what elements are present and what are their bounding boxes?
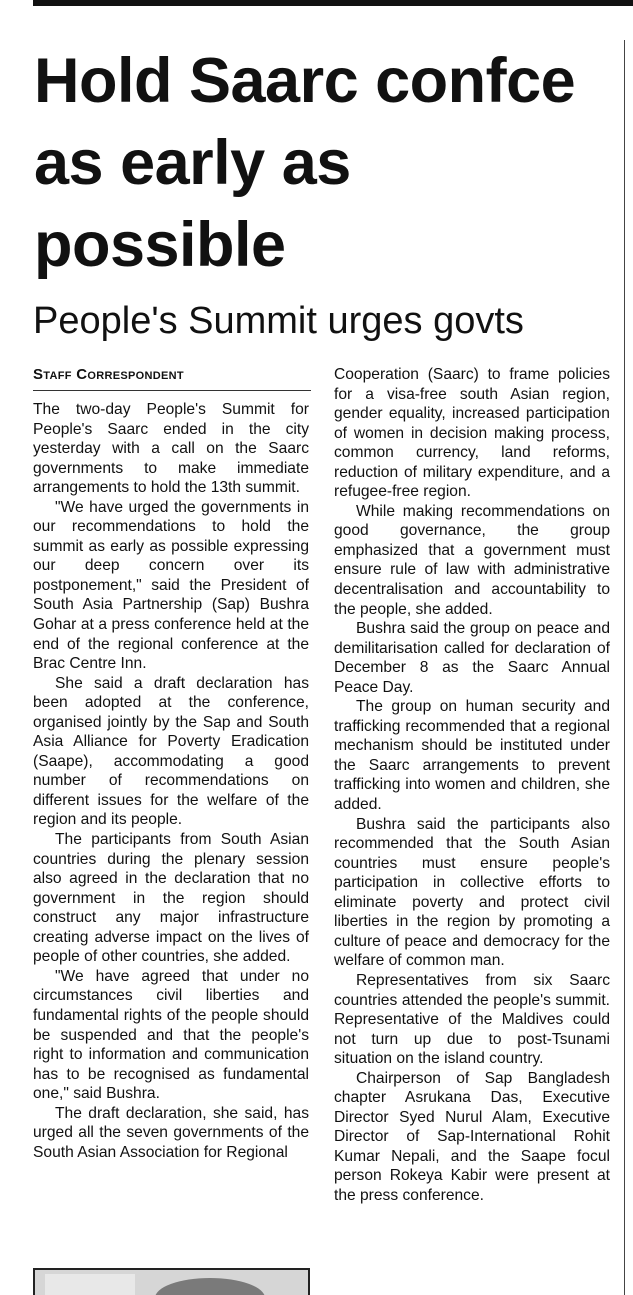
column-divider-right xyxy=(624,40,625,1295)
paragraph: Representatives from six Saarc countries attended the people's summit. Representative of the Maldives could not turn up due to post-Tsunami situation on the island country. xyxy=(334,971,610,1068)
headline: Hold Saarc confce as early as possible xyxy=(34,46,576,280)
photo-figure xyxy=(155,1278,265,1295)
paragraph: "We have urged the governments in our recommendations to hold the summit as early as possible expressing our deep concern over its postponement," said the President of South Asia Partnership (Sap) Bushra Gohar at a press conference held at the end of the regional conference at the Brac Centre Inn. xyxy=(33,498,309,673)
paragraph: Bushra said the group on peace and demilitarisation called for declaration of December 8 as the Saarc Annual Peace Day. xyxy=(334,620,610,696)
news-photo xyxy=(33,1268,310,1295)
photo-highlight xyxy=(45,1274,135,1295)
paragraph: The participants from South Asian countries during the plenary session also agreed in the declaration that no government in the region should construct any major infrastructure creating adverse impact on the lives of people of other countries, she added. xyxy=(33,831,309,966)
paragraph: Bushra said the participants also recommended that the South Asian countries must ensure people's participation in collective efforts to eliminate poverty and protect civil liberties in the region by promoting a culture of peace and democracy for the welfare of common man. xyxy=(334,815,610,970)
paragraph: Chairperson of Sap Bangladesh chapter Asrukana Das, Executive Director Syed Nurul Alam, Executive Director of Sap-International Rohit Kumar Nepali, and the Saape focul person Rokeya Kabir were present at the press conference. xyxy=(334,1069,610,1204)
byline: Staff Correspondent xyxy=(33,366,184,383)
paragraph: She said a draft declaration has been adopted at the conference, organised jointly by the Sap and South Asia Alliance for Poverty Eradication (Saape), accommodating a good number of recommendations on different issues for the welfare of the region and its people. xyxy=(33,674,309,829)
paragraph: Cooperation (Saarc) to frame policies for a visa-free south Asian region, gender equality, increased participation of women in decision making process, common currency, land reforms, reduction of military expenditure, and a refugee-free region. xyxy=(334,366,610,501)
paragraph: The two-day People's Summit for People's Saarc ended in the city yesterday with a call on the Saarc governments to make immediate arrangements to hold the 13th summit. xyxy=(33,401,309,497)
article-column-left xyxy=(33,400,309,1162)
top-rule xyxy=(33,0,633,6)
article-column-right xyxy=(334,365,610,1206)
paragraph: While making recommendations on good governance, the group emphasized that a government must ensure rule of law with administrative decentralisation and accountability to the people, she added. xyxy=(334,502,610,618)
subheadline: People's Summit urges govts xyxy=(33,300,524,342)
paragraph: The draft declaration, she said, has urged all the seven governments of the South Asian Association for Regional xyxy=(33,1104,309,1161)
paragraph: "We have agreed that under no circumstances civil liberties and fundamental rights of the people should be suspended and that the people's right to information and communication has to be recognised as fundamental one," said Bushra. xyxy=(33,967,309,1103)
byline-rule xyxy=(33,390,311,391)
paragraph: The group on human security and trafficking recommended that a regional mechanism should be instituted under the Saarc arrangements to prevent trafficking into women and children, she added. xyxy=(334,698,610,814)
